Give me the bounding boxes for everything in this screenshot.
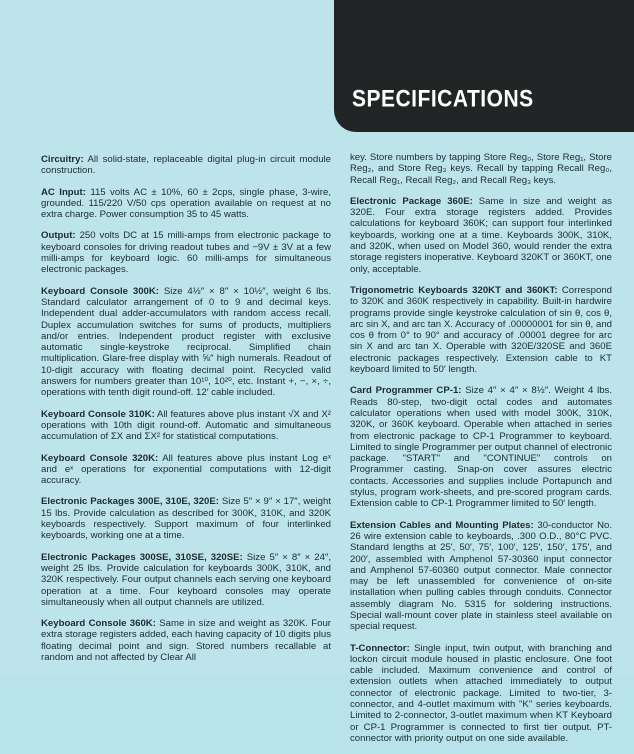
spec-paragraph bbox=[41, 453, 331, 487]
spec-paragraph bbox=[41, 286, 331, 399]
spec-text: All features above plus instant Log eˣ and eˣ operations for exponential computations with 12-digit accuracy. bbox=[41, 452, 332, 487]
header-tab bbox=[334, 0, 634, 132]
spec-paragraph bbox=[350, 520, 612, 633]
spec-text: Size 5″ × 8″ × 24″, weight 25 lbs. Provide calculation for keyboards 300K, 310K, and 320K respectively. Four output channels each serving one keyboard operation at a time. Four keyboard consoles may operate simultaneously when all output channels are utilized. bbox=[41, 551, 331, 608]
spec-paragraph bbox=[41, 187, 331, 221]
spec-paragraph bbox=[350, 196, 612, 275]
right-column bbox=[350, 154, 612, 754]
spec-text: All features above plus instant √X and X² operations with 10th digit round-off. Automatic and simultaneous accumulation of ΣX and ΣX² for statistical computations. bbox=[41, 408, 331, 443]
spec-text: Size 4″ × 4″ × 8½″. Weight 4 lbs. Reads 80-step, two-digit octal codes and automates calculator operations when used with model 300K, 310K, 320K, or 360K keyboard. Operable when attached in series from electronic package to CP-1 Programmer to keyboard. Limited to single Programmer per output channel of electronic package. "START" and "CONTINUE" controls on Programmer casting. Snap-on cover assures electric contacts. Accessories and supplies include Portapunch and stylus, program work-sheets, and pre-scored program cards. Extension cable to CP-1 Programmer limited to 50′ length. bbox=[350, 385, 612, 510]
spec-text: Size 4½″ × 8″ × 10½″, weight 6 lbs. Standard calculator arrangement of 0 to 9 and decimal keys. Independent dual adder-accumulators with random access recall. Duplex accumulation switches for sums of products, multipliers and/or entries. Independent product register with exclusive automatic single-keystroke reciprocal. Simplified chain multiplication. Glare-free display with ⅝″ high numerals. Readout of 10-digit accuracy with floating decimal point. Recycled valid answers for numbers greater than 10¹⁰, 10²⁰, etc. Instant +, −, ×, ÷, operations with tenth digit round-off. 12′ cable included. bbox=[41, 285, 331, 399]
spec-paragraph bbox=[41, 154, 331, 177]
left-column bbox=[41, 154, 331, 673]
spec-paragraph bbox=[350, 643, 612, 745]
spec-paragraph bbox=[41, 230, 331, 275]
spec-text: 115 volts AC ± 10%, 60 ± 2cps, single phase, 3-wire, grounded. 115/220 V/50 cps operation available on request at no extra charge. Power consumption 35 to 45 watts. bbox=[41, 186, 331, 221]
spec-paragraph bbox=[350, 152, 612, 186]
page-title: SPECIFICATIONS bbox=[352, 86, 534, 113]
spec-heading: Circuitry: bbox=[41, 154, 84, 165]
spec-text: Same in size and weight as 320E. Four extra storage registers added. Provides calculations for keyboard 360K; can support four interlinked keyboards, working one at a time. Keyboards 300K, 310K, and 320K, when used on Model 360, would render the extra storage registers inoperative. Keyboard 320KT or 360KT, one only, acceptable. bbox=[350, 195, 612, 275]
spec-heading: Electronic Package 360E: bbox=[350, 195, 473, 207]
spec-heading: AC Input: bbox=[41, 186, 86, 198]
spec-text: 250 volts DC at 15 milli-amps from electronic package to keyboard consoles for driving readout tubes and −9V ± 3V at a few milli-amps for keyboard logic. 60 milli-amps for simultaneous electronic packages. bbox=[41, 230, 331, 276]
spec-heading: Keyboard Console 320K: bbox=[41, 452, 159, 464]
spec-text: Correspond to 320K and 360K respectively in capability. Built-in hardwire programs provide single keystroke calculation of sin θ, cos θ, arc sin X, and arc tan X. Accuracy of .00000001 for sin θ, and cos θ from 0° to 90° and accuracy of .00001 degree for arc sin X and arc tan X. Operable with 320E/320SE and 360E electronic packages respectively. Extension cable to KT keyboard limited to 50′ length. bbox=[350, 284, 612, 376]
spec-heading: Card Programmer CP-1: bbox=[350, 385, 462, 397]
spec-heading: Electronic Packages 300E, 310E, 320E: bbox=[41, 496, 219, 508]
spec-text: Single input, twin output, with branching and lockon circuit module housed in plastic enclosure. One foot cable included. Maximum convenience and control of extension outlets when attached immediately to output connector of electronic package. Limited to two-tier, 3-connector, and 4-outlet maximum with "K" series keyboards. Limited to 2-connector, 3-outlet maximum when KT Keyboard or CP-1 Programmer is connected to first tier output. PT-connector with priority output on one side available. bbox=[350, 642, 612, 744]
spec-paragraph bbox=[350, 385, 612, 509]
spec-text: All solid-state, replaceable digital plug-in circuit module construction. bbox=[41, 154, 331, 177]
spec-heading: Output: bbox=[41, 230, 76, 242]
spec-heading: Keyboard Console 310K: bbox=[41, 408, 155, 420]
spec-heading: Extension Cables and Mounting Plates: bbox=[350, 519, 534, 531]
spec-paragraph bbox=[41, 496, 331, 541]
spec-paragraph bbox=[41, 552, 331, 608]
spec-paragraph bbox=[350, 285, 612, 375]
spec-paragraph bbox=[41, 409, 331, 443]
spec-heading: T-Connector: bbox=[350, 642, 410, 654]
spec-heading: Keyboard Console 360K: bbox=[41, 618, 156, 630]
spec-text: 30-conductor No. 26 wire extension cable to keyboards, .300 O.D., 80°C PVC. Standard lengths at 25′, 50′, 75′, 100′, 125′, 150′, 175′, and 200′, assembled with Amphenol 57-30360 input connector and Amphenol 57-60360 output connector. Male connector may be left unassembled for convenience of on-site installation when pulling cables through conduits. Connector assembly diagram No. 5315 for soldering instructions. Special wall-mount cover plate in stainless steel available on special request. bbox=[350, 519, 612, 633]
spec-text: key. Store numbers by tapping Store Reg₀, Store Reg₁, Store Reg₂, and Store Reg₃ keys. Recall by tapping Recall Reg₀, Recall Reg₁, Recall Reg₂, and Recall Reg₃ keys. bbox=[350, 152, 612, 186]
spec-heading: Keyboard Console 300K: bbox=[41, 285, 159, 297]
spec-text: Size 5″ × 9″ × 17″, weight 15 lbs. Provide calculation as described for 300K, 310K, and 320K keyboards respectively. Support maximum of four interlinked keyboards, working one at a time. bbox=[41, 496, 331, 542]
spec-paragraph bbox=[41, 618, 331, 663]
spec-text: Same in size and weight as 320K. Four extra storage registers added, each having capacity of 10 digits plus floating decimal point and sign. Stored numbers recallable at random and not affected by Clear All bbox=[41, 618, 331, 663]
spec-heading: Trigonometric Keyboards 320KT and 360KT: bbox=[350, 284, 558, 296]
spec-heading: Electronic Packages 300SE, 310SE, 320SE: bbox=[41, 551, 243, 563]
